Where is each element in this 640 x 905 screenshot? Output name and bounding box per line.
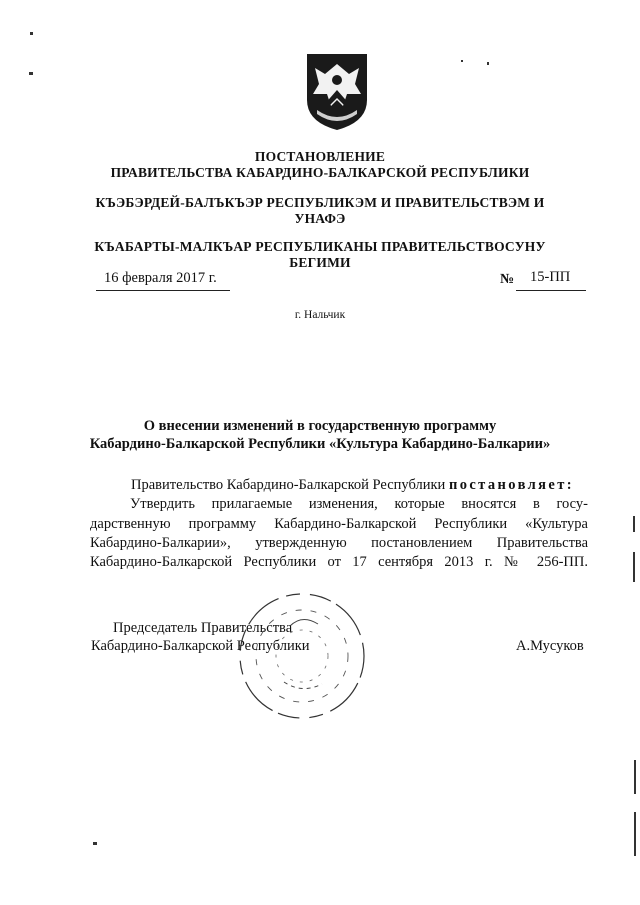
- scan-edge-mark: [633, 516, 635, 532]
- signatory-name: А.Мусуков: [516, 638, 584, 654]
- body-line1: Утвердить прилагаемые изменения, которые вносятся в госу-: [130, 496, 588, 512]
- decree-number: 15-ПП: [530, 269, 571, 285]
- issuer-balkar-line1: КЪАБАРТЫ-МАЛКЪАР РЕСПУБЛИКАНЫ ПРАВИТЕЛЬСТВОСУНУ: [94, 239, 546, 254]
- scan-speck: [93, 842, 97, 845]
- body-line3: Кабардино-Балкарии», утвержденную постановлением Правительства: [90, 535, 588, 551]
- number-underline: [516, 290, 586, 291]
- decree-title: ПОСТАНОВЛЕНИЕ: [254, 149, 386, 164]
- scan-edge-mark: [634, 760, 636, 794]
- issuer-russian: ПРАВИТЕЛЬСТВА КАБАРДИНО-БАЛКАРСКОЙ РЕСПУБЛИКИ: [110, 165, 530, 180]
- body-intro: [131, 475, 574, 495]
- subject-line1: О внесении изменений в государственную программу: [143, 418, 497, 434]
- scan-speck: [487, 62, 489, 65]
- issuer-kabardian-line2: УНАФЭ: [294, 211, 346, 226]
- scan-speck: [461, 60, 463, 62]
- body-line2: дарственную программу Кабардино-Балкарской Республики «Культура: [90, 516, 588, 532]
- issuer-balkar-line2: БЕГИМИ: [289, 255, 351, 270]
- body-line4: Кабардино-Балкарской Республики от 17 сентября 2013 г. № 256-ПП.: [90, 554, 588, 570]
- body-intro-text: Правительство Кабардино-Балкарской Республики: [131, 477, 446, 493]
- scan-speck: [29, 72, 33, 75]
- decree-date: 16 февраля 2017 г.: [104, 270, 217, 286]
- signatory-position-line1: Председатель Правительства: [113, 620, 293, 636]
- official-seal-stamp: [232, 586, 372, 726]
- subject-line2: Кабардино-Балкарской Республики «Культура Кабардино-Балкарии»: [89, 436, 551, 452]
- scan-speck: [30, 32, 33, 35]
- date-underline: [96, 290, 230, 291]
- scan-edge-mark: [634, 812, 636, 856]
- coat-of-arms-emblem: [303, 50, 371, 132]
- city: г. Нальчик: [294, 309, 346, 321]
- issuer-kabardian-line1: КЪЭБЭРДЕЙ-БАЛЪКЪЭР РЕСПУБЛИКЭМ И ПРАВИТЕЛЬСТВЭМ И: [95, 195, 545, 210]
- decrees-word: постановляет:: [448, 477, 574, 493]
- signatory-position-line2: Кабардино-Балкарской Республики: [91, 638, 310, 654]
- scan-edge-mark: [633, 552, 635, 582]
- number-sign: №: [500, 272, 515, 287]
